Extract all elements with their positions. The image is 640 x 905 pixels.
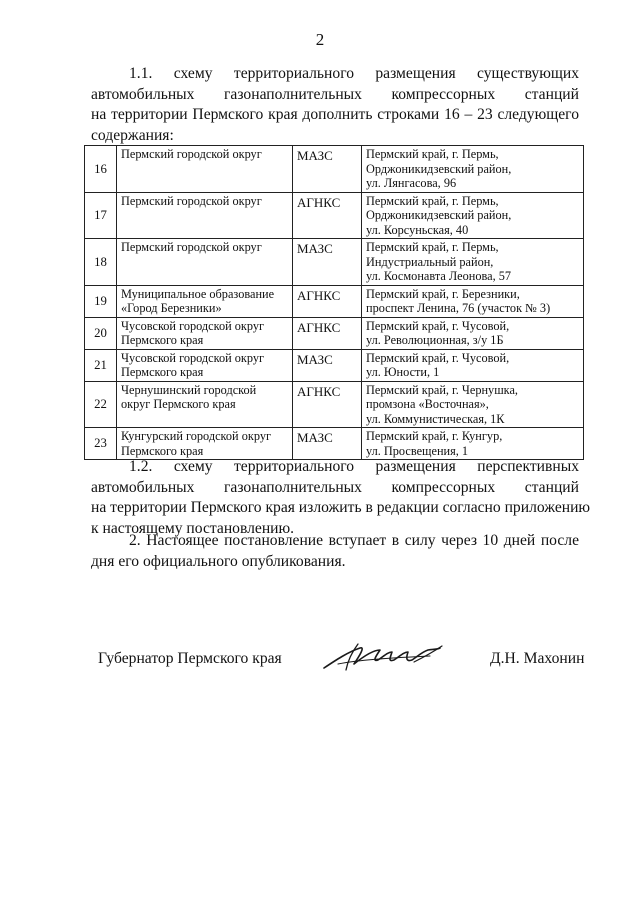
table-row <box>85 381 584 428</box>
address-line: ул. Коммунистическая, 1К <box>366 411 505 426</box>
municipality-line: Пермского края <box>121 333 204 347</box>
address-cell <box>362 428 584 460</box>
address-line: ул. Юности, 1 <box>366 365 440 379</box>
paragraph-line: 1.2. схему территориального размещения перспективных <box>129 458 579 475</box>
address-line: Пермский край, г. Чернушка, <box>366 382 518 397</box>
municipality-line: Муниципальное образование <box>121 286 275 301</box>
table-row <box>85 146 584 193</box>
address-cell <box>362 381 584 428</box>
address-line: Пермский край, г. Кунгур, <box>366 429 503 443</box>
stations-table <box>84 145 584 460</box>
paragraph-line: 2. Настоящее постановление вступает в силу через 10 дней после <box>129 532 579 549</box>
address-cell <box>362 349 584 381</box>
municipality-line: Чусовской городской округ <box>121 318 265 333</box>
intro-line: автомобильных газонаполнительных компрессорных станций <box>91 85 579 103</box>
station-type: МАЗС <box>293 428 362 460</box>
address-cell <box>362 239 584 286</box>
address-line: Индустриальный район, <box>366 254 494 269</box>
table-row <box>85 317 584 349</box>
address-line: Пермский край, г. Чусовой, <box>366 318 510 333</box>
station-type: АГНКС <box>293 317 362 349</box>
municipality-cell <box>117 192 293 239</box>
address-cell <box>362 285 584 317</box>
station-type: МАЗС <box>293 146 362 193</box>
address-cell <box>362 192 584 239</box>
municipality-line: «Город Березники» <box>121 301 222 315</box>
row-number: 18 <box>85 239 117 286</box>
paragraph-1-2 <box>91 457 591 539</box>
row-number: 22 <box>85 381 117 428</box>
signatory-name: Д.Н. Махонин <box>490 650 585 667</box>
paragraph-line: дня его официального опубликования. <box>91 552 346 570</box>
paragraph-line: автомобильных газонаполнительных компрессорных станций <box>91 478 579 496</box>
signature-block <box>0 646 640 686</box>
station-type: АГНКС <box>293 285 362 317</box>
address-line: Пермский край, г. Пермь, <box>366 193 499 208</box>
intro-line: содержания: <box>91 126 174 144</box>
row-number: 23 <box>85 428 117 460</box>
address-line: ул. Революционная, з/у 1Б <box>366 333 504 347</box>
station-type: АГНКС <box>293 192 362 239</box>
station-type: АГНКС <box>293 381 362 428</box>
municipality-line: Чусовской городской округ <box>121 350 265 365</box>
address-line: Пермский край, г. Пермь, <box>366 240 499 254</box>
intro-line: 1.1. схему территориального размещения существующих <box>129 65 579 82</box>
address-line: ул. Космонавта Леонова, 57 <box>366 269 512 283</box>
station-type: МАЗС <box>293 239 362 286</box>
address-line: проспект Ленина, 76 (участок № 3) <box>366 301 551 315</box>
row-number: 17 <box>85 192 117 239</box>
address-cell <box>362 317 584 349</box>
intro-paragraph <box>91 64 579 146</box>
table-row <box>85 192 584 239</box>
page-number: 2 <box>315 30 325 49</box>
row-number: 16 <box>85 146 117 193</box>
row-number: 21 <box>85 349 117 381</box>
municipality-line: Пермского края <box>121 443 204 458</box>
municipality-line: Пермский городской округ <box>121 240 262 254</box>
address-line: ул. Просвещения, 1 <box>366 443 469 458</box>
municipality-cell <box>117 239 293 286</box>
municipality-cell <box>117 349 293 381</box>
municipality-cell <box>117 428 293 460</box>
address-line: Пермский край, г. Пермь, <box>366 147 499 161</box>
paragraph-2 <box>91 531 579 572</box>
municipality-line: Пермский городской округ <box>121 193 262 208</box>
signatory-position: Губернатор Пермского края <box>98 650 282 667</box>
municipality-line: округ Пермского края <box>121 397 236 411</box>
table-row <box>85 349 584 381</box>
municipality-line: Кунгурский городской округ <box>121 429 272 443</box>
table-row <box>85 285 584 317</box>
address-cell <box>362 146 584 193</box>
municipality-line: Чернушинский городской <box>121 382 257 397</box>
handwritten-signature <box>318 638 448 678</box>
municipality-line: Пермский городской округ <box>121 147 262 161</box>
paragraph-line: к настоящему постановлению. <box>91 519 295 537</box>
table-row <box>85 239 584 286</box>
paragraph-line: на территории Пермского края изложить в редакции согласно приложению <box>91 499 591 516</box>
station-type: МАЗС <box>293 349 362 381</box>
intro-line: на территории Пермского края дополнить строками 16 – 23 следующего <box>91 106 579 123</box>
address-line: Пермский край, г. Березники, <box>366 286 520 301</box>
row-number: 20 <box>85 317 117 349</box>
municipality-line: Пермского края <box>121 365 204 379</box>
municipality-cell <box>117 317 293 349</box>
municipality-cell <box>117 381 293 428</box>
municipality-cell <box>117 146 293 193</box>
address-line: Орджоникидзевский район, <box>366 161 512 176</box>
table-row <box>85 428 584 460</box>
address-line: Орджоникидзевский район, <box>366 208 512 222</box>
address-line: Пермский край, г. Чусовой, <box>366 350 510 365</box>
address-line: ул. Корсуньская, 40 <box>366 222 469 237</box>
address-line: промзона «Восточная», <box>366 397 489 411</box>
address-line: ул. Лянгасова, 96 <box>366 176 457 190</box>
municipality-cell <box>117 285 293 317</box>
row-number: 19 <box>85 285 117 317</box>
